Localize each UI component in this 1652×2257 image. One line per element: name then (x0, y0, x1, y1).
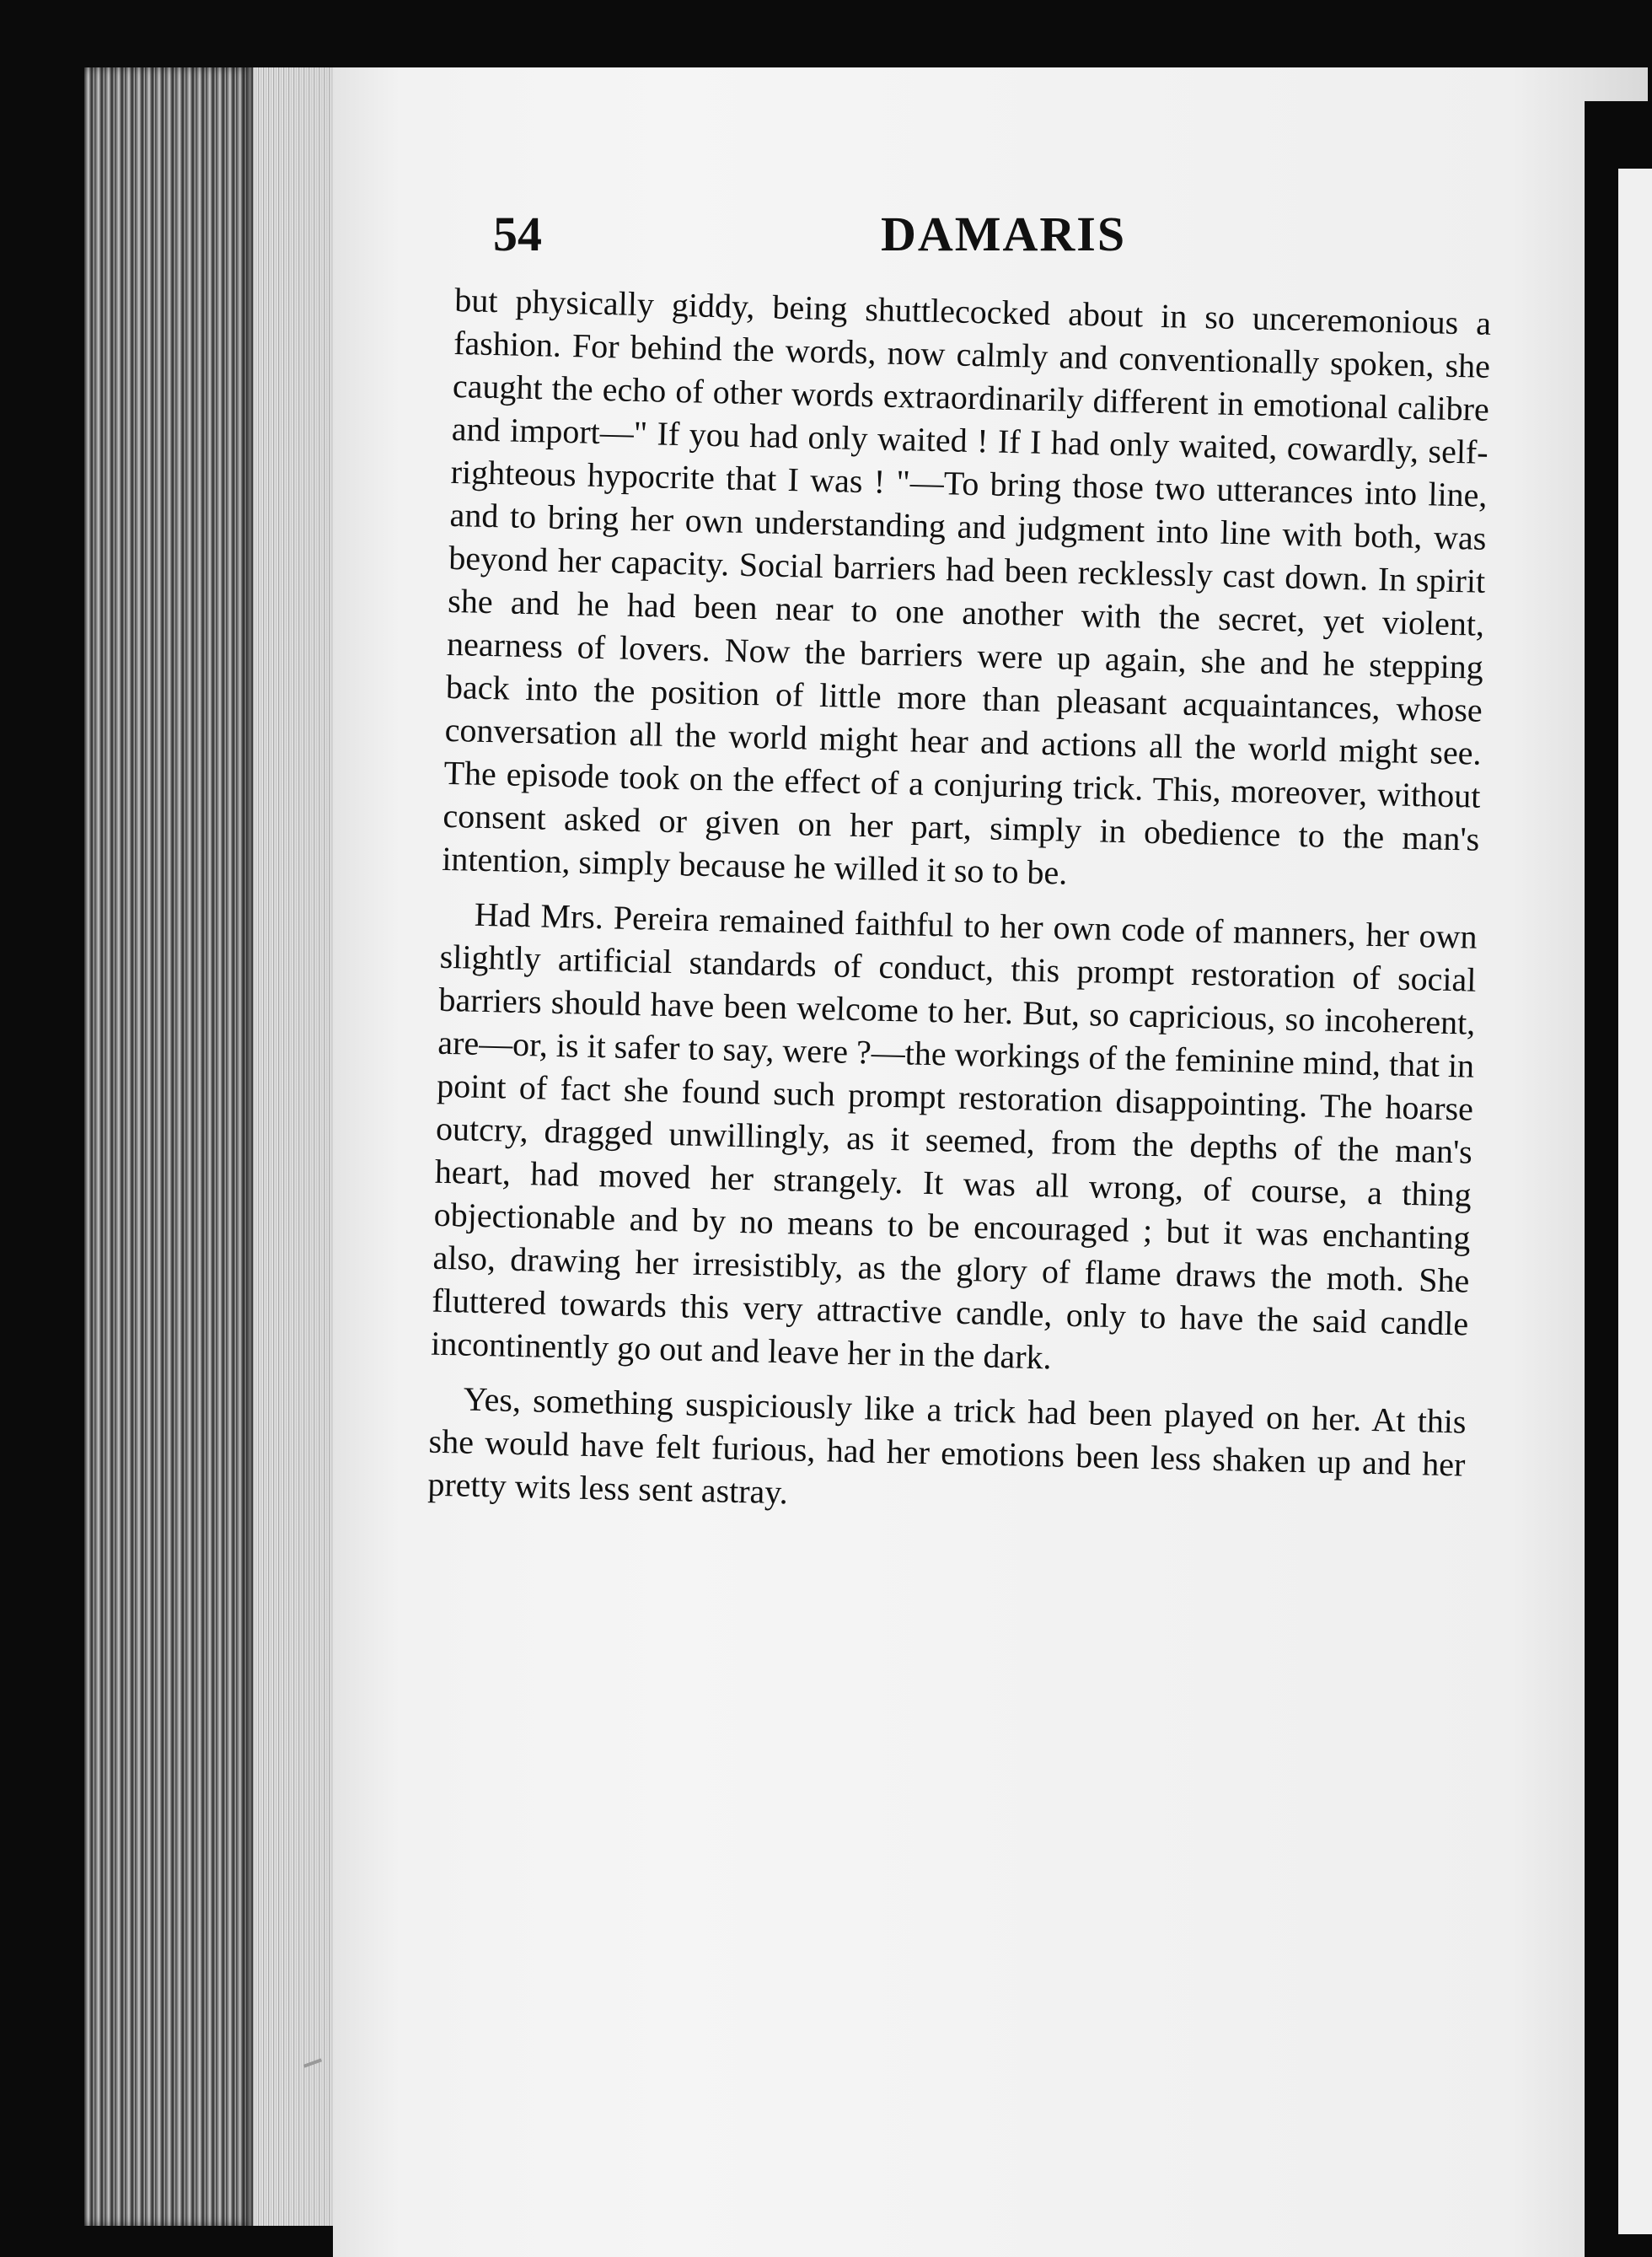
running-title: DAMARIS (881, 207, 1127, 261)
next-page-edge (1618, 169, 1652, 2234)
book-spine (84, 67, 253, 2226)
page-edges (253, 67, 333, 2226)
paragraph: Had Mrs. Pereira remained faithful to her own code of manners, her own slightly artificial standards of conduct, this prompt restoration of social barriers should have been welcome to her. But, so capricious, so incoherent, are—or, is it safer to say, were ?—the workings of the feminine mind, that in point of fact she found such prompt restoration disappointing. The hoarse outcry, dragged unwillingly, as it seemed, from the depths of the man's heart, had moved her strangely. It was all wrong, of course, a thing objectionable and by no means to be encouraged ; but it was enchanting also, drawing her irresistibly, as the glory of flame draws the moth. She fluttered towards this very attractive candle, only to have the said candle incontinently go out and leave her in the dark. (430, 895, 1478, 1377)
page-header (493, 206, 1496, 265)
page-number: 54 (493, 207, 542, 261)
body-text (427, 278, 1492, 1541)
paragraph: but physically giddy, being shuttlecocked about in so unceremonious a fashion. For behind the words, now calmly and conventionally spoken, she caught the echo of other words extraordinarily different in emotional calibre and import—" If you had only waited ! If I had only waited, cowardly, self-righteous hypocrite that I was ! "—To bring those two utterances into line, and to bring her own understanding and judgment into line with both, was beyond her capacity. Social barriers had been recklessly cast down. In spirit she and he had been near to one another with the secret, yet violent, nearness of lovers. Now the barriers were up again, she and he stepping back into the position of little more than pleasant acquaintances, whose conversation all the world might hear and actions all the world might see. The episode took on the effect of a conjuring trick. This, moreover, without consent asked or given on her part, simply in obedience to the man's intention, simply because he willed it so to be. (441, 280, 1492, 892)
paragraph: Yes, something suspiciously like a trick had been played on her. At this she would have felt furious, had her emotions been less shaken up and her pretty wits less sent astray. (427, 1379, 1467, 1512)
